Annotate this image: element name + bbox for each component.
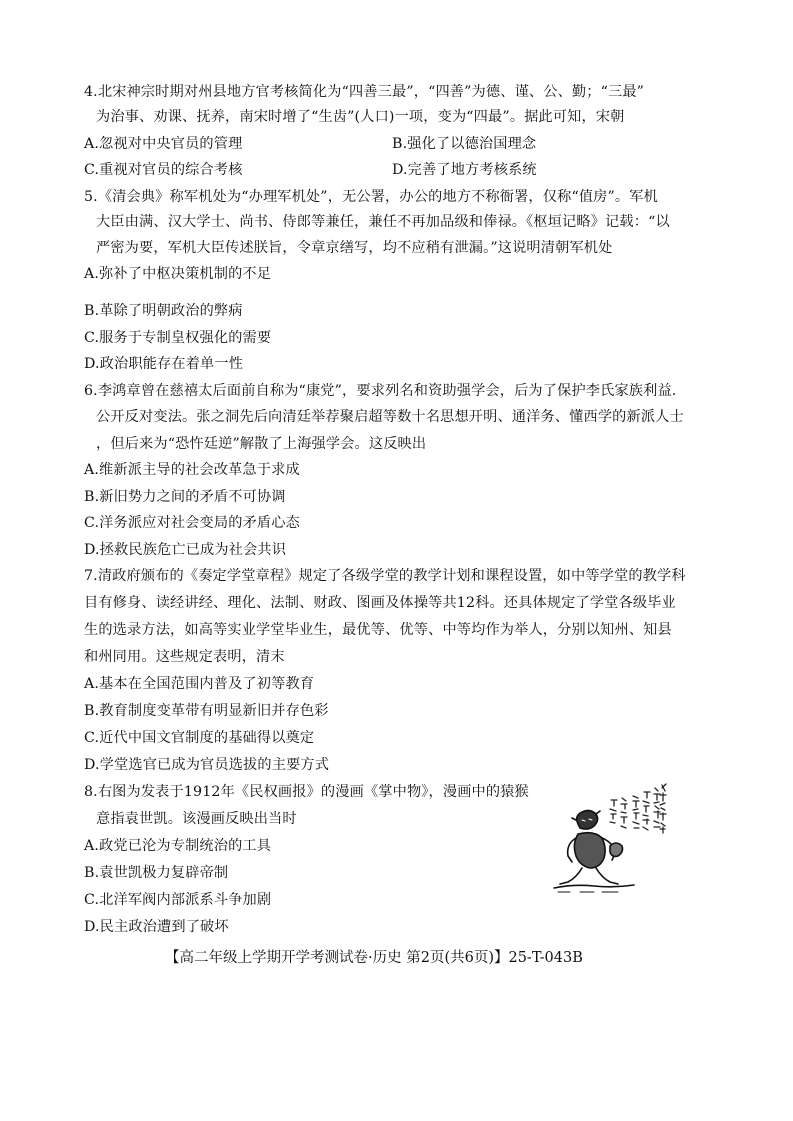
q8-option-c: C.北洋军阀内部派系斗争加剧 xyxy=(84,892,272,908)
q8-stem-line-2: 意指袁世凯。该漫画反映出当时 xyxy=(96,811,297,827)
q6-stem-line-2: 公开反对变法。张之洞先后向清廷举荐聚启超等数十名思想开明、通洋务、懂西学的新派人士 xyxy=(96,409,684,425)
q5-stem-line-1: 5.《清会典》称军机处为“办理军机处”，无公署，办公的地方不称衙署，仅称“值房”。军机 xyxy=(84,189,658,205)
q7-stem-line-4: 和州同用。这些规定表明，清末 xyxy=(84,649,285,665)
q7-stem-line-1: 7.清政府颁布的《奏定学堂章程》规定了各级学堂的教学计划和课程设置，如中等学堂的教学科 xyxy=(84,568,686,584)
q5-option-a: A.弥补了中枢决策机制的不足 xyxy=(84,266,272,282)
q6-option-d: D.拯救民族危亡已成为社会共识 xyxy=(84,542,287,558)
q4-option-c: C.重视对官员的综合考核 xyxy=(84,162,243,178)
q5-option-c: C.服务于专制皇权强化的需要 xyxy=(84,330,272,346)
q4-stem-line-1: 4.北宋神宗时期对州县地方官考核简化为“四善三最”，“四善”为德、谨、公、勤；“三最” xyxy=(84,84,645,100)
q7-stem-line-3: 生的选录方法，如高等实业学堂毕业生，最优等、优等、中等均作为举人，分别以知州、知县 xyxy=(84,622,672,638)
q8-option-a: A.政党已沦为专制统治的工具 xyxy=(84,838,272,854)
q4-option-b: B.强化了以德治国理念 xyxy=(392,136,537,152)
q8-stem-line-1: 8.右图为发表于1912年《民权画报》的漫画《掌中物》，漫画中的猿猴 xyxy=(84,784,529,800)
cartoon-illustration xyxy=(548,780,673,898)
q6-stem-line-3: ，但后来为“恐忤廷逆”解散了上海强学会。这反映出 xyxy=(96,436,427,452)
q6-option-b: B.新旧势力之间的矛盾不可协调 xyxy=(84,489,286,505)
q4-option-a: A.忽视对中央官员的管理 xyxy=(84,136,243,152)
q6-option-a: A.维新派主导的社会改革急于求成 xyxy=(84,462,300,478)
q5-option-b: B.革除了明朝政治的弊病 xyxy=(84,303,243,319)
q5-stem-line-2: 大臣由满、汉大学士、尚书、侍郎等兼任，兼任不再加品级和俸禄。《枢垣记略》记载：“以 xyxy=(96,214,670,230)
page-footer: 【高二年级上学期开学考测试卷·历史 第2页(共6页)】25-T-043B xyxy=(165,950,583,966)
q4-stem-line-2: 为治事、劝课、抚养，南宋时增了“生齿”(人口)一项，变为“四最”。据此可知，宋朝 xyxy=(96,109,625,125)
q5-stem-line-3: 严密为要，军机大臣传述朕旨，令章京缮写，均不应稍有泄漏。”这说明清朝军机处 xyxy=(96,240,613,256)
q7-stem-line-2: 目有修身、读经讲经、理化、法制、财政、图画及体操等共12科。还具体规定了学堂各级毕业 xyxy=(84,595,676,611)
q4-option-d: D.完善了地方考核系统 xyxy=(392,162,537,178)
q7-option-c: C.近代中国文官制度的基础得以奠定 xyxy=(84,730,315,746)
q8-option-b: B.袁世凯极力复辟帝制 xyxy=(84,865,229,881)
q7-option-b: B.教育制度变革带有明显新旧并存色彩 xyxy=(84,703,329,719)
q6-option-c: C.洋务派应对社会变局的矛盾心态 xyxy=(84,515,300,531)
q7-option-a: A.基本在全国范围内普及了初等教育 xyxy=(84,676,315,692)
q5-option-d: D.政治职能存在着单一性 xyxy=(84,356,244,372)
q6-stem-line-1: 6.李鸿章曾在慈禧太后面前自称为“康党”，要求列名和资助强学会，后为了保护李氏家族利益. xyxy=(84,383,677,399)
q7-option-d: D.学堂选官已成为官员选拔的主要方式 xyxy=(84,757,330,773)
q8-option-d: D.民主政治遭到了破坏 xyxy=(84,919,229,935)
